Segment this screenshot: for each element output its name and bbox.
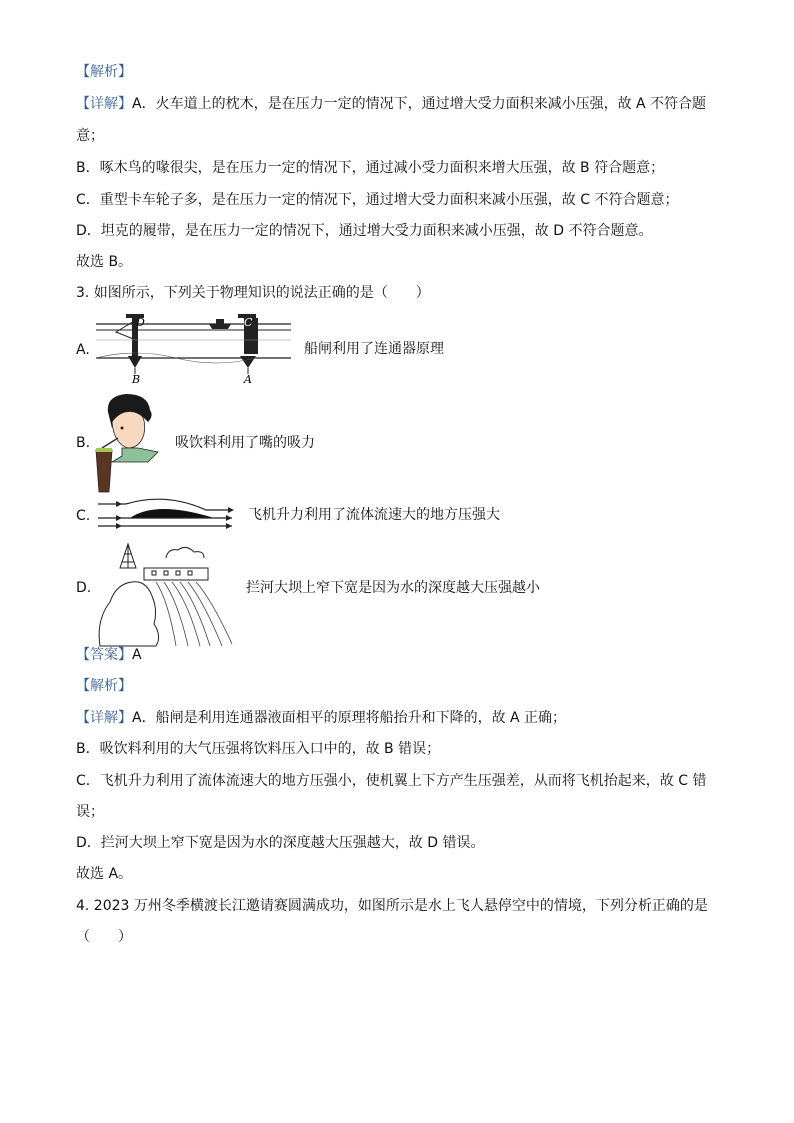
q3-conclusion: 故选 A。 — [76, 866, 133, 882]
detail-line-c: C．重型卡车轮子多，是在压力一定的情况下，通过增大受力面积来减小压强，故 C 不符合题意； — [76, 192, 679, 208]
option-c-caption: 飞机升力利用了流体流速大的地方压强大 — [248, 507, 500, 523]
detail-line-a-cont: 意； — [76, 128, 104, 144]
q3-detail-line-c: C．飞机升力利用了流体流速大的地方压强小，使机翼上下方产生压强差，从而将飞机抬起来，故 C 错 — [76, 773, 707, 789]
question-4-stem-cont: （ ） — [76, 929, 132, 945]
analysis-label: 【解析】 — [76, 64, 132, 80]
detail-text-a: A．火车道上的枕木，是在压力一定的情况下，通过增大受力面积来减小压强，故 A 不符合题 — [132, 96, 707, 112]
option-d-letter: D. — [76, 580, 92, 596]
answer-label: 【答案】 — [76, 647, 132, 663]
detail-line-a — [76, 94, 706, 114]
option-a-letter: A. — [76, 342, 90, 358]
dam-figure — [96, 540, 236, 652]
conclusion: 故选 B。 — [76, 254, 133, 270]
question-3-stem: 3. 如图所示，下列关于物理知识的说法正确的是（ ） — [76, 285, 430, 301]
question-4-stem: 4. 2023 万州冬季横渡长江邀请赛圆满成功，如图所示是水上飞人悬停空中的情境，下列分析正确的是 — [76, 898, 708, 914]
drinking-boy-figure — [92, 392, 164, 494]
option-a-caption: 船闸利用了连通器原理 — [304, 341, 444, 357]
q3-detail-line-c-cont: 误； — [76, 804, 104, 820]
option-b-caption: 吸饮料利用了嘴的吸力 — [175, 435, 315, 451]
option-d-caption: 拦河大坝上窄下宽是因为水的深度越大压强越小 — [246, 580, 540, 596]
detail-label: 【详解】 — [76, 96, 132, 112]
option-b-letter: B. — [76, 435, 91, 451]
analysis-label-q3: 【解析】 — [76, 678, 132, 694]
label-b: B — [132, 373, 141, 386]
label-d: D — [136, 316, 145, 329]
q3-detail-text-a: A．船闸是利用连通器液面相平的原理将船抬升和下降的，故 A 正确； — [132, 710, 567, 726]
answer-value: A — [132, 647, 142, 663]
label-a: A — [244, 373, 252, 386]
q3-detail-line-b: B．吸饮料利用的大气压强将饮料压入口中的，故 B 错误； — [76, 741, 441, 757]
option-c-letter: C. — [76, 508, 91, 524]
detail-line-b: B．啄木鸟的喙很尖，是在压力一定的情况下，通过减小受力面积来增大压强，故 B 符合题意； — [76, 160, 665, 176]
answer-line — [76, 645, 142, 665]
detail-label-q3: 【详解】 — [76, 710, 132, 726]
label-c: C — [244, 316, 253, 329]
airfoil-figure — [96, 496, 236, 532]
q3-detail-line-d: D．拦河大坝上窄下宽是因为水的深度越大压强越大，故 D 错误。 — [76, 835, 485, 851]
ship-lock-figure — [96, 310, 296, 385]
detail-line-d: D．坦克的履带，是在压力一定的情况下，通过增大受力面积来减小压强，故 D 不符合题意。 — [76, 223, 653, 239]
q3-detail-line-a — [76, 708, 566, 728]
